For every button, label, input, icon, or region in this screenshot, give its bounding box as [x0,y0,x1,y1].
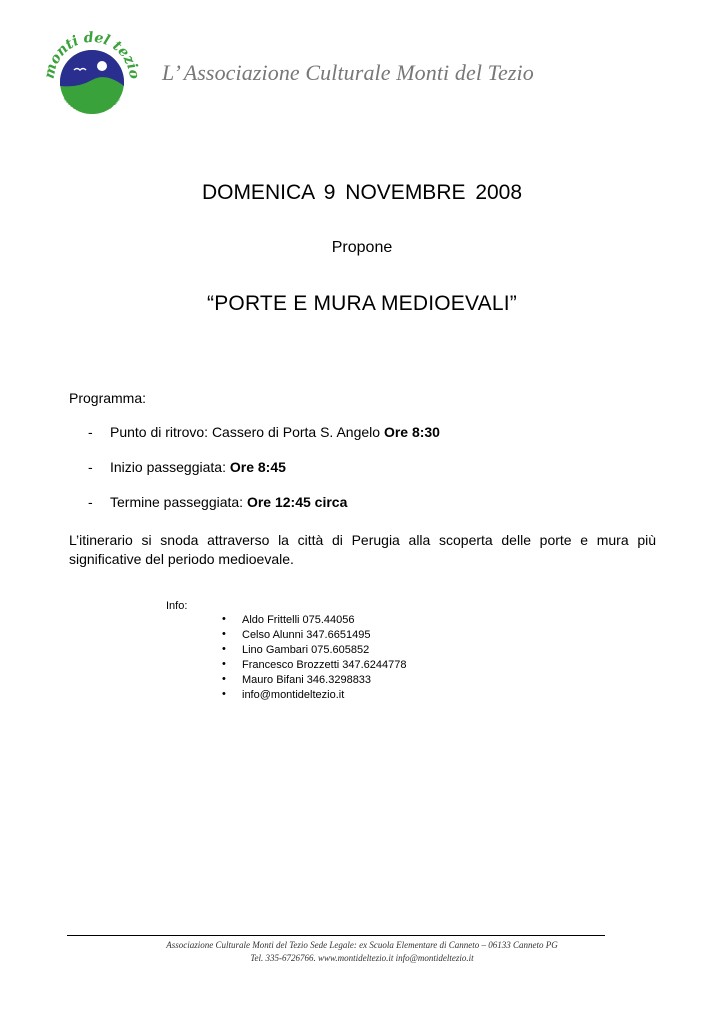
programma-item-text: Punto di ritrovo: Cassero di Porta S. Angelo Ore 8:30 [110,424,440,440]
dash-bullet: - [88,494,93,510]
programma-item-time: Ore 8:45 [229,459,286,475]
contact-text: Aldo Frittelli 075.44056 [242,614,355,626]
event-date: DOMENICA 9 NOVEMBRE 2008 [201,181,523,204]
event-title: “PORTE E MURA MEDIOEVALI” [207,292,517,315]
contact-text: Celso Alunni 347.6651495 [242,629,371,641]
logo-moon-icon [97,61,107,71]
contact-email: info@montideltezio.it [242,689,345,701]
contact-text: Lino Gambari 075.605852 [242,644,370,656]
logo-sub-text: associazione culturale [61,95,123,117]
programma-item-text: Termine passeggiata: Ore 12:45 circa [110,494,348,510]
footer-contacts: Tel. 335-6726766. www.montideltezio.it info@montideltezio.it [250,953,474,963]
propone-label: Propone [331,239,393,256]
programma-item-text: Inizio passeggiata: Ore 8:45 [110,459,286,475]
bullet-icon: • [222,658,226,670]
bullet-icon: • [222,628,226,640]
logo-ring-text: monti del tezio [41,29,143,81]
association-title: L’ Associazione Culturale Monti del Tezio [162,60,534,85]
contact-text: Francesco Brozzetti 347.6244778 [242,659,407,671]
programma-item-time: Ore 12:45 circa [246,494,348,510]
association-logo [40,28,144,132]
contact-text: Mauro Bifani 346.3298833 [242,674,372,686]
bullet-icon: • [222,643,226,655]
programma-item-time: Ore 8:30 [383,424,440,440]
bullet-icon: • [222,688,226,700]
itinerary-description: L’itinerario si snoda attraverso la città di Perugia alla scoperta delle porte e mura più significative del periodo medioevale. [69,532,656,567]
bullet-icon: • [222,673,226,685]
programma-label: Programma: [69,390,147,406]
bullet-icon: • [222,613,226,625]
footer-divider [67,935,605,936]
info-label: Info: [166,600,188,612]
footer-address: Associazione Culturale Monti del Tezio Sede Legale: ex Scuola Elementare di Canneto – 06133 Canneto PG [166,940,558,950]
dash-bullet: - [88,459,93,475]
dash-bullet: - [88,424,93,440]
